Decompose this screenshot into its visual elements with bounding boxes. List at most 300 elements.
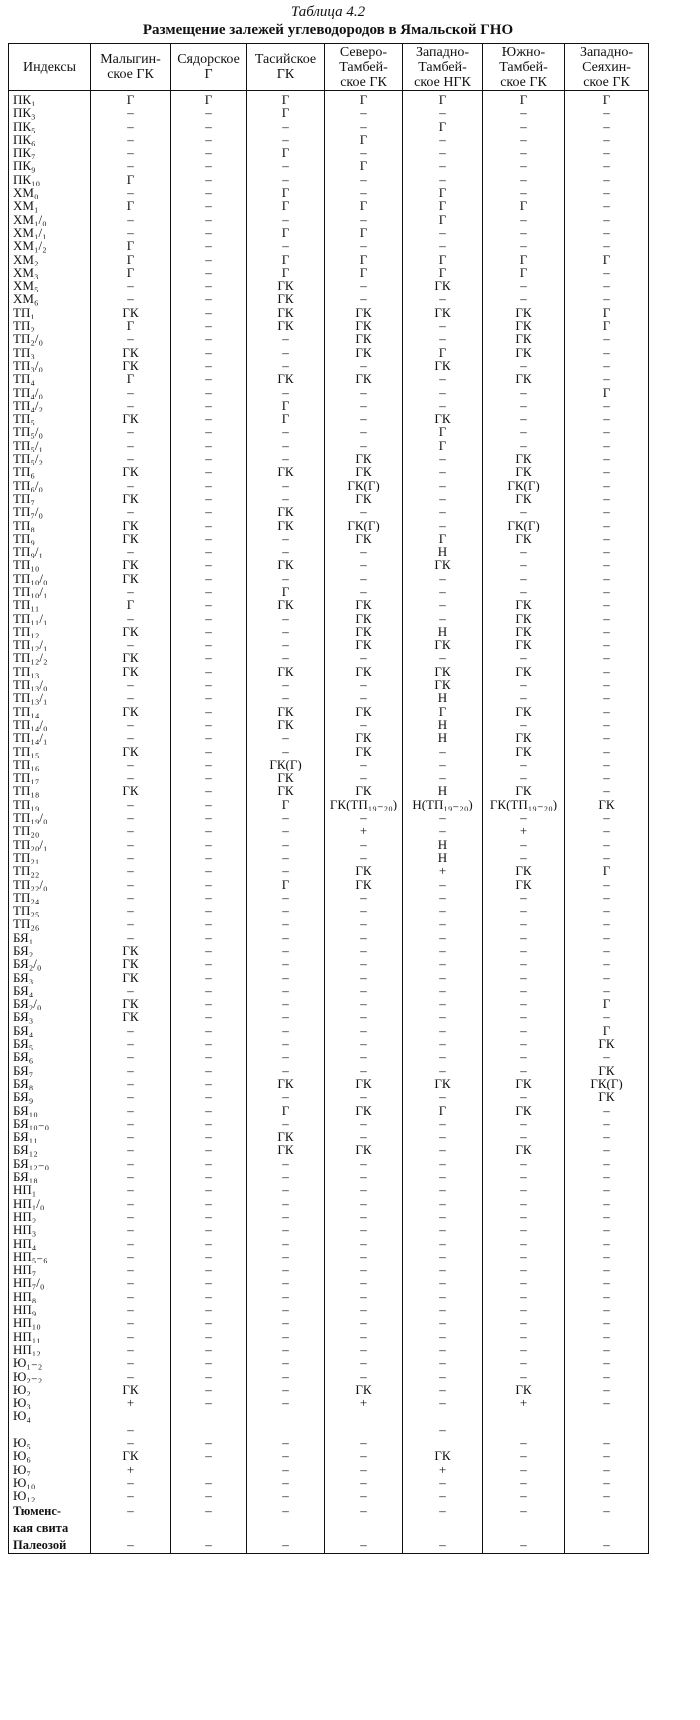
- deposit-type-cell: –: [325, 1237, 403, 1250]
- table-row: [9, 492, 649, 505]
- deposit-type-cell: –: [483, 572, 565, 585]
- deposit-type-cell: Н: [403, 838, 483, 851]
- horizon-index: НП₁/₀: [9, 1197, 91, 1210]
- horizon-index: НП₅₋₆: [9, 1250, 91, 1263]
- deposit-type-cell: –: [91, 106, 171, 119]
- column-header-line: Западно-: [415, 44, 470, 60]
- deposit-type-cell: –: [171, 1316, 247, 1329]
- horizon-index: ТП₂/₀: [9, 332, 91, 345]
- deposit-type-cell: –: [171, 106, 247, 119]
- deposit-type-cell: –: [325, 851, 403, 864]
- deposit-type-cell: –: [247, 532, 325, 545]
- deposit-type-cell: ГК: [565, 1064, 649, 1077]
- deposit-type-cell: –: [403, 1183, 483, 1196]
- deposit-type-cell: –: [325, 984, 403, 997]
- deposit-type-cell: –: [91, 984, 171, 997]
- table-row: [9, 878, 649, 891]
- deposit-type-cell: –: [565, 492, 649, 505]
- deposit-type-cell: –: [91, 146, 171, 159]
- deposit-type-cell: –: [171, 1197, 247, 1210]
- deposit-type-cell: –: [325, 279, 403, 292]
- table-row: [9, 612, 649, 625]
- deposit-type-cell: –: [565, 1170, 649, 1183]
- deposit-type-cell: –: [403, 1170, 483, 1183]
- table-row: [9, 1104, 649, 1117]
- deposit-type-cell: ГК: [403, 412, 483, 425]
- deposit-type-cell: –: [247, 439, 325, 452]
- deposit-type-cell: –: [565, 359, 649, 372]
- deposit-type-cell: –: [565, 1130, 649, 1143]
- deposit-type-cell: –: [403, 1064, 483, 1077]
- deposit-type-cell: –: [91, 864, 171, 877]
- deposit-type-cell: –: [171, 572, 247, 585]
- deposit-type-cell: ГК: [91, 957, 171, 970]
- deposit-type-cell: ГК: [91, 519, 171, 532]
- deposit-type-cell: –: [483, 386, 565, 399]
- horizon-index: БЯ₁: [9, 931, 91, 944]
- deposit-type-cell: [565, 1519, 649, 1536]
- table-row: [9, 532, 649, 545]
- deposit-type-cell: –: [403, 612, 483, 625]
- deposit-type-cell: –: [91, 838, 171, 851]
- deposit-type-cell: –: [325, 1064, 403, 1077]
- horizon-index: БЯ₁₂: [9, 1143, 91, 1156]
- deposit-type-cell: –: [565, 984, 649, 997]
- deposit-type-cell: –: [247, 625, 325, 638]
- deposit-type-cell: –: [91, 1237, 171, 1250]
- deposit-type-cell: –: [565, 1250, 649, 1263]
- deposit-type-cell: ГК: [325, 319, 403, 332]
- deposit-type-cell: +: [403, 1463, 483, 1476]
- deposit-type-cell: –: [483, 146, 565, 159]
- horizon-index: ТП₁₄/₀: [9, 718, 91, 731]
- table-row: [9, 452, 649, 465]
- deposit-type-cell: –: [565, 1303, 649, 1316]
- horizon-index: НП₁₁: [9, 1330, 91, 1343]
- deposit-type-cell: Н: [403, 625, 483, 638]
- horizon-index: ТП₁₉: [9, 798, 91, 811]
- table-row: [9, 133, 649, 146]
- deposit-type-cell: Г: [403, 120, 483, 133]
- deposit-type-cell: –: [171, 479, 247, 492]
- deposit-type-cell: –: [247, 133, 325, 146]
- deposit-type-cell: –: [403, 1050, 483, 1063]
- deposit-type-cell: –: [91, 731, 171, 744]
- deposit-type-cell: –: [483, 1436, 565, 1449]
- deposit-type-cell: –: [91, 851, 171, 864]
- deposit-type-cell: –: [91, 1250, 171, 1263]
- deposit-type-cell: –: [483, 691, 565, 704]
- deposit-type-cell: ГК: [483, 731, 565, 744]
- column-header-line: ское НГК: [414, 74, 471, 90]
- deposit-type-cell: –: [171, 957, 247, 970]
- deposit-type-cell: –: [91, 1330, 171, 1343]
- deposit-type-cell: Н: [403, 718, 483, 731]
- deposit-type-cell: –: [483, 1237, 565, 1250]
- deposit-type-cell: –: [91, 545, 171, 558]
- deposit-type-cell: Г: [565, 319, 649, 332]
- deposit-type-cell: –: [91, 1210, 171, 1223]
- column-header-field-2: [171, 44, 247, 91]
- table-row: [9, 226, 649, 239]
- deposit-type-cell: –: [171, 346, 247, 359]
- deposit-type-cell: –: [171, 731, 247, 744]
- table-row: [9, 758, 649, 771]
- table-row: [9, 239, 649, 252]
- deposit-type-cell: –: [91, 1117, 171, 1130]
- deposit-type-cell: –: [565, 917, 649, 930]
- deposit-type-cell: –: [325, 1370, 403, 1383]
- horizon-index: Ю₇: [9, 1463, 91, 1476]
- deposit-type-cell: [171, 1423, 247, 1436]
- deposit-type-cell: Г: [247, 1104, 325, 1117]
- table-body: [9, 91, 649, 1554]
- deposit-type-cell: –: [171, 1170, 247, 1183]
- deposit-type-cell: –: [325, 1250, 403, 1263]
- deposit-type-cell: ГК: [91, 997, 171, 1010]
- deposit-type-cell: –: [247, 1250, 325, 1263]
- deposit-type-cell: ГК: [247, 598, 325, 611]
- horizon-index: БЯ₁₂₋₀: [9, 1157, 91, 1170]
- deposit-type-cell: –: [565, 1183, 649, 1196]
- deposit-type-cell: –: [247, 824, 325, 837]
- deposit-type-cell: –: [403, 1396, 483, 1409]
- deposit-type-cell: –: [91, 479, 171, 492]
- horizon-index: НП₄: [9, 1237, 91, 1250]
- table-row: [9, 1330, 649, 1343]
- deposit-type-cell: Г: [247, 146, 325, 159]
- deposit-type-cell: –: [247, 492, 325, 505]
- horizon-index: Ю₁₂: [9, 1489, 91, 1502]
- deposit-type-cell: –: [483, 1502, 565, 1519]
- deposit-type-cell: –: [483, 1037, 565, 1050]
- deposit-type-cell: ГК: [91, 651, 171, 664]
- horizon-index: ПК₅: [9, 120, 91, 133]
- table-row: [9, 904, 649, 917]
- deposit-type-cell: –: [91, 226, 171, 239]
- deposit-type-cell: –: [171, 1536, 247, 1554]
- deposit-type-cell: ГК: [565, 1037, 649, 1050]
- deposit-type-cell: –: [247, 359, 325, 372]
- column-header-line: ГК: [276, 67, 295, 82]
- deposit-type-cell: –: [403, 957, 483, 970]
- table-row: [9, 838, 649, 851]
- deposit-type-cell: –: [91, 1157, 171, 1170]
- deposit-type-cell: Г: [565, 1024, 649, 1037]
- table-row: [9, 1502, 649, 1519]
- deposit-type-cell: ГК: [247, 784, 325, 797]
- deposit-type-cell: ГК: [325, 1104, 403, 1117]
- deposit-type-cell: Г: [247, 186, 325, 199]
- table-row: [9, 519, 649, 532]
- deposit-type-cell: –: [325, 292, 403, 305]
- deposit-type-cell: –: [483, 851, 565, 864]
- deposit-type-cell: –: [483, 1210, 565, 1223]
- deposit-type-cell: ГК: [91, 705, 171, 718]
- deposit-type-cell: ГК: [91, 944, 171, 957]
- deposit-type-cell: –: [247, 891, 325, 904]
- deposit-type-cell: –: [403, 465, 483, 478]
- table-row: [9, 1290, 649, 1303]
- column-header-field-4: [325, 44, 403, 91]
- deposit-type-cell: –: [91, 1370, 171, 1383]
- deposit-type-cell: –: [483, 106, 565, 119]
- horizon-index: Ю₄: [9, 1409, 91, 1422]
- deposit-type-cell: –: [171, 864, 247, 877]
- deposit-type-cell: –: [171, 173, 247, 186]
- deposit-type-cell: –: [325, 1197, 403, 1210]
- deposit-type-cell: –: [483, 971, 565, 984]
- deposit-type-cell: [91, 1409, 171, 1422]
- deposit-type-cell: –: [483, 758, 565, 771]
- column-header-line: Тамбей-: [499, 59, 548, 75]
- deposit-type-cell: –: [171, 1237, 247, 1250]
- table-row: [9, 638, 649, 651]
- deposit-type-cell: –: [565, 705, 649, 718]
- deposit-type-cell: –: [91, 452, 171, 465]
- deposit-type-cell: –: [483, 120, 565, 133]
- horizon-index: ТП₂₁: [9, 851, 91, 864]
- deposit-type-cell: –: [403, 944, 483, 957]
- deposit-type-cell: Н: [403, 851, 483, 864]
- deposit-type-cell: –: [247, 239, 325, 252]
- deposit-type-cell: –: [171, 1383, 247, 1396]
- deposit-type-cell: –: [171, 532, 247, 545]
- deposit-type-cell: –: [483, 1250, 565, 1263]
- deposit-type-cell: –: [403, 1010, 483, 1023]
- column-header-line: ское ГК: [340, 74, 387, 90]
- horizon-index: БЯ₇: [9, 1064, 91, 1077]
- horizon-index: ХМ₁/₂: [9, 239, 91, 252]
- deposit-type-cell: –: [247, 1197, 325, 1210]
- deposit-type-cell: –: [483, 545, 565, 558]
- deposit-type-cell: –: [565, 1316, 649, 1329]
- table-row: [9, 1090, 649, 1103]
- horizon-index: ТП₁₅: [9, 745, 91, 758]
- table-row: [9, 266, 649, 279]
- deposit-type-cell: –: [171, 1050, 247, 1063]
- deposit-type-cell: ГК(Г): [483, 519, 565, 532]
- deposit-type-cell: ГК: [403, 638, 483, 651]
- deposit-type-cell: ГК(Г): [247, 758, 325, 771]
- deposit-type-cell: –: [483, 1489, 565, 1502]
- deposit-type-cell: –: [403, 1037, 483, 1050]
- deposit-type-cell: Г: [247, 585, 325, 598]
- deposit-type-cell: ГК: [247, 505, 325, 518]
- deposit-type-cell: –: [171, 1024, 247, 1037]
- deposit-type-cell: [91, 1519, 171, 1536]
- deposit-type-cell: –: [91, 186, 171, 199]
- deposit-type-cell: Г: [91, 199, 171, 212]
- deposit-type-cell: –: [565, 944, 649, 957]
- deposit-type-cell: ГК(ТП₁₉₋₂₀): [483, 798, 565, 811]
- horizon-index: ТП₇: [9, 492, 91, 505]
- deposit-type-cell: ГК: [325, 625, 403, 638]
- horizon-index: ТП₆/₀: [9, 479, 91, 492]
- deposit-type-cell: –: [247, 1223, 325, 1236]
- horizon-index: БЯ₃: [9, 1010, 91, 1023]
- deposit-type-cell: –: [565, 745, 649, 758]
- horizon-index: ТП₉: [9, 532, 91, 545]
- deposit-type-cell: –: [565, 159, 649, 172]
- deposit-type-cell: –: [171, 545, 247, 558]
- deposit-type-cell: –: [565, 1143, 649, 1156]
- deposit-type-cell: –: [483, 412, 565, 425]
- deposit-type-cell: +: [483, 824, 565, 837]
- deposit-type-cell: –: [171, 505, 247, 518]
- table-row: [9, 439, 649, 452]
- column-header-line: Северо-: [339, 44, 388, 60]
- deposit-type-cell: ГК: [403, 558, 483, 571]
- horizon-index: ХМ₆: [9, 292, 91, 305]
- deposit-type-cell: –: [483, 505, 565, 518]
- deposit-type-cell: –: [565, 878, 649, 891]
- deposit-type-cell: –: [325, 1356, 403, 1369]
- deposit-type-cell: –: [171, 997, 247, 1010]
- table-row: [9, 1263, 649, 1276]
- table-row: [9, 1223, 649, 1236]
- deposit-type-cell: –: [565, 505, 649, 518]
- deposit-type-cell: –: [565, 598, 649, 611]
- deposit-type-cell: –: [91, 811, 171, 824]
- deposit-type-cell: [247, 1519, 325, 1536]
- deposit-type-cell: ГК: [91, 346, 171, 359]
- deposit-type-cell: ГК: [247, 292, 325, 305]
- deposit-type-cell: –: [483, 1130, 565, 1143]
- table-row: [9, 625, 649, 638]
- deposit-type-cell: ГК: [483, 705, 565, 718]
- deposit-type-cell: –: [565, 784, 649, 797]
- deposit-type-cell: –: [171, 1183, 247, 1196]
- deposit-type-cell: –: [171, 1343, 247, 1356]
- deposit-type-cell: –: [565, 1117, 649, 1130]
- deposit-type-cell: ГК: [483, 612, 565, 625]
- deposit-type-cell: –: [483, 997, 565, 1010]
- deposit-type-cell: –: [247, 838, 325, 851]
- table-row: [9, 1170, 649, 1183]
- deposit-type-cell: –: [565, 1263, 649, 1276]
- horizon-index: Ю₁₀: [9, 1476, 91, 1489]
- deposit-type-cell: –: [565, 1436, 649, 1449]
- deposit-type-cell: –: [247, 545, 325, 558]
- deposit-type-cell: ГК(Г): [565, 1077, 649, 1090]
- horizon-index: ТП₁₀: [9, 558, 91, 571]
- deposit-type-cell: ГК: [247, 279, 325, 292]
- deposit-type-cell: –: [403, 904, 483, 917]
- deposit-type-cell: –: [325, 412, 403, 425]
- deposit-type-cell: –: [403, 1090, 483, 1103]
- deposit-type-cell: ГК: [483, 784, 565, 797]
- deposit-type-cell: –: [325, 1436, 403, 1449]
- horizon-index: Тюменс-: [9, 1502, 91, 1519]
- horizon-index: БЯ₂: [9, 944, 91, 957]
- deposit-type-cell: –: [91, 931, 171, 944]
- deposit-type-cell: –: [325, 758, 403, 771]
- deposit-type-cell: –: [483, 984, 565, 997]
- deposit-type-cell: –: [247, 1290, 325, 1303]
- deposit-type-cell: –: [483, 651, 565, 664]
- deposit-type-cell: –: [403, 971, 483, 984]
- deposit-type-cell: –: [247, 1356, 325, 1369]
- deposit-type-cell: –: [247, 1436, 325, 1449]
- deposit-type-cell: [483, 1409, 565, 1422]
- deposit-type-cell: ГК: [325, 452, 403, 465]
- table-row: [9, 1143, 649, 1156]
- deposit-type-cell: –: [91, 878, 171, 891]
- deposit-type-cell: Г: [247, 412, 325, 425]
- deposit-type-cell: ГК: [565, 1090, 649, 1103]
- deposit-type-cell: –: [247, 1157, 325, 1170]
- table-row: [9, 1489, 649, 1502]
- deposit-type-cell: –: [91, 1183, 171, 1196]
- horizon-index: БЯ₄: [9, 1024, 91, 1037]
- deposit-type-cell: –: [403, 811, 483, 824]
- horizon-index: ТП₁₇: [9, 771, 91, 784]
- deposit-type-cell: –: [171, 878, 247, 891]
- deposit-type-cell: –: [171, 1077, 247, 1090]
- deposit-type-cell: –: [171, 213, 247, 226]
- deposit-type-cell: –: [325, 1290, 403, 1303]
- deposit-type-cell: ГК: [483, 878, 565, 891]
- table-row: [9, 1210, 649, 1223]
- deposit-type-cell: –: [483, 718, 565, 731]
- deposit-type-cell: Г: [403, 346, 483, 359]
- deposit-type-cell: –: [403, 1210, 483, 1223]
- deposit-type-cell: –: [483, 213, 565, 226]
- deposit-type-cell: –: [247, 1024, 325, 1037]
- deposit-type-cell: –: [91, 585, 171, 598]
- horizon-index: ПК₉: [9, 159, 91, 172]
- deposit-type-cell: –: [325, 1050, 403, 1063]
- deposit-type-cell: Н(ТП₁₉₋₂₀): [403, 798, 483, 811]
- deposit-type-cell: –: [403, 1276, 483, 1289]
- deposit-type-cell: –: [91, 1077, 171, 1090]
- deposit-type-cell: –: [565, 106, 649, 119]
- deposit-type-cell: –: [403, 1237, 483, 1250]
- deposit-type-cell: –: [483, 1370, 565, 1383]
- deposit-type-cell: Г: [565, 253, 649, 266]
- deposit-type-cell: –: [171, 691, 247, 704]
- deposit-type-cell: Г: [483, 91, 565, 107]
- deposit-type-cell: –: [325, 1117, 403, 1130]
- deposit-type-cell: –: [247, 120, 325, 133]
- deposit-type-cell: –: [403, 1290, 483, 1303]
- deposit-type-cell: –: [171, 1037, 247, 1050]
- horizon-index: ТП₃: [9, 346, 91, 359]
- deposit-type-cell: –: [91, 1436, 171, 1449]
- deposit-type-cell: ГК: [325, 1077, 403, 1090]
- table-row: [9, 1077, 649, 1090]
- horizon-index: ХМ₁/₀: [9, 213, 91, 226]
- deposit-type-cell: –: [483, 957, 565, 970]
- table-row: [9, 957, 649, 970]
- deposit-type-cell: Г: [325, 266, 403, 279]
- deposit-type-cell: –: [403, 133, 483, 146]
- deposit-type-cell: –: [403, 572, 483, 585]
- deposit-type-cell: –: [565, 146, 649, 159]
- table-row: [9, 479, 649, 492]
- horizon-index: ТП₂₆: [9, 917, 91, 930]
- deposit-type-cell: –: [91, 798, 171, 811]
- deposit-type-cell: –: [565, 1396, 649, 1409]
- table-row: [9, 1237, 649, 1250]
- horizon-index: ТП₁₀/₀: [9, 572, 91, 585]
- deposit-type-cell: –: [565, 625, 649, 638]
- deposit-type-cell: –: [91, 758, 171, 771]
- deposit-type-cell: –: [483, 838, 565, 851]
- table-row: [9, 931, 649, 944]
- deposit-type-cell: –: [403, 173, 483, 186]
